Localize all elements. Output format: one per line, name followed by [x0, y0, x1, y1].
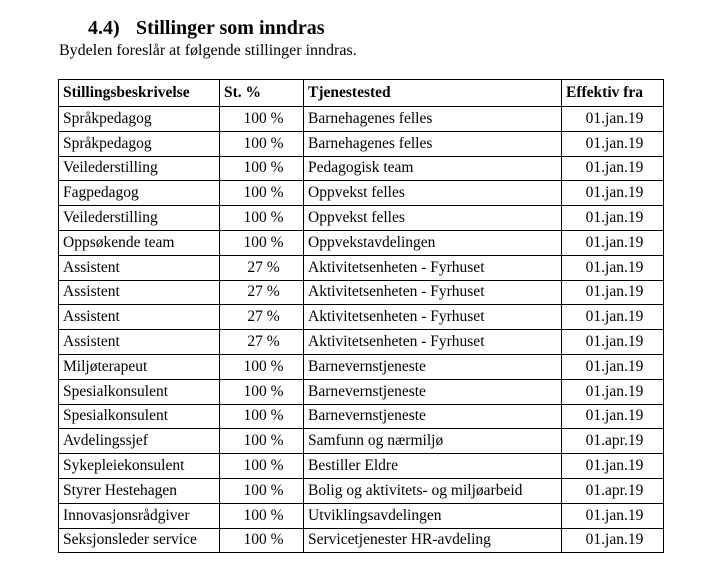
header-percent: St. %: [220, 80, 304, 107]
cell-description: Veilederstilling: [59, 156, 220, 181]
cell-percent: 100 %: [220, 230, 304, 255]
cell-percent: 100 %: [220, 429, 304, 454]
cell-effective: 01.jan.19: [562, 454, 664, 479]
cell-description: Assistent: [59, 305, 220, 330]
cell-description: Assistent: [59, 255, 220, 280]
cell-service: Barnevernstjeneste: [304, 379, 562, 404]
cell-percent: 100 %: [220, 478, 304, 503]
table-row: [59, 255, 664, 280]
table-row: [59, 206, 664, 231]
cell-effective: 01.jan.19: [562, 354, 664, 379]
table-header-row: [59, 80, 664, 107]
cell-description: Oppsøkende team: [59, 230, 220, 255]
cell-effective: 01.jan.19: [562, 255, 664, 280]
cell-service: Aktivitetsenheten - Fyrhuset: [304, 255, 562, 280]
section-heading: [88, 16, 325, 40]
cell-effective: 01.jan.19: [562, 156, 664, 181]
cell-service: Barnevernstjeneste: [304, 354, 562, 379]
cell-effective: 01.jan.19: [562, 181, 664, 206]
cell-service: Oppvekstavdelingen: [304, 230, 562, 255]
cell-percent: 100 %: [220, 354, 304, 379]
cell-service: Utviklingsavdelingen: [304, 503, 562, 528]
cell-percent: 100 %: [220, 156, 304, 181]
cell-effective: 01.apr.19: [562, 478, 664, 503]
cell-percent: 100 %: [220, 181, 304, 206]
cell-description: Språkpedagog: [59, 131, 220, 156]
header-effective: Effektiv fra: [562, 80, 664, 107]
cell-description: Spesialkonsulent: [59, 379, 220, 404]
cell-effective: 01.jan.19: [562, 330, 664, 355]
table-row: [59, 156, 664, 181]
cell-service: Bolig og aktivitets- og miljøarbeid: [304, 478, 562, 503]
cell-description: Assistent: [59, 280, 220, 305]
cell-effective: 01.jan.19: [562, 107, 664, 132]
cell-effective: 01.jan.19: [562, 404, 664, 429]
cell-service: Samfunn og nærmiljø: [304, 429, 562, 454]
cell-service: Aktivitetsenheten - Fyrhuset: [304, 305, 562, 330]
cell-description: Avdelingssjef: [59, 429, 220, 454]
cell-effective: 01.jan.19: [562, 131, 664, 156]
cell-description: Miljøterapeut: [59, 354, 220, 379]
section-intro: Bydelen foreslår at følgende stillinger inndras.: [59, 42, 357, 59]
header-service: Tjenestested: [304, 80, 562, 107]
cell-percent: 100 %: [220, 206, 304, 231]
table-row: [59, 280, 664, 305]
table-row: [59, 131, 664, 156]
table-row: [59, 454, 664, 479]
cell-percent: 100 %: [220, 528, 304, 553]
cell-description: Språkpedagog: [59, 107, 220, 132]
section-number: 4.4): [88, 17, 120, 39]
cell-percent: 27 %: [220, 330, 304, 355]
cell-description: Spesialkonsulent: [59, 404, 220, 429]
cell-effective: 01.jan.19: [562, 280, 664, 305]
cell-percent: 100 %: [220, 379, 304, 404]
cell-service: Barnehagenes felles: [304, 131, 562, 156]
table-row: [59, 503, 664, 528]
table-row: [59, 330, 664, 355]
cell-service: Oppvekst felles: [304, 206, 562, 231]
table-row: [59, 404, 664, 429]
cell-description: Veilederstilling: [59, 206, 220, 231]
table-row: [59, 429, 664, 454]
cell-service: Aktivitetsenheten - Fyrhuset: [304, 280, 562, 305]
cell-percent: 100 %: [220, 454, 304, 479]
cell-service: Bestiller Eldre: [304, 454, 562, 479]
cell-service: Barnehagenes felles: [304, 107, 562, 132]
cell-effective: 01.apr.19: [562, 429, 664, 454]
table-row: [59, 528, 664, 553]
cell-percent: 27 %: [220, 280, 304, 305]
cell-effective: 01.jan.19: [562, 230, 664, 255]
cell-description: Seksjonsleder service: [59, 528, 220, 553]
cell-percent: 27 %: [220, 305, 304, 330]
table-row: [59, 305, 664, 330]
cell-percent: 100 %: [220, 131, 304, 156]
table-row: [59, 354, 664, 379]
cell-percent: 100 %: [220, 503, 304, 528]
cell-service: Servicetjenester HR-avdeling: [304, 528, 562, 553]
cell-effective: 01.jan.19: [562, 503, 664, 528]
cell-service: Pedagogisk team: [304, 156, 562, 181]
header-description: Stillingsbeskrivelse: [59, 80, 220, 107]
cell-percent: 100 %: [220, 404, 304, 429]
cell-effective: 01.jan.19: [562, 206, 664, 231]
section-title: Stillinger som inndras: [136, 17, 325, 39]
table-row: [59, 181, 664, 206]
table-row: [59, 107, 664, 132]
cell-service: Barnevernstjeneste: [304, 404, 562, 429]
cell-description: Styrer Hestehagen: [59, 478, 220, 503]
table-row: [59, 230, 664, 255]
cell-effective: 01.jan.19: [562, 528, 664, 553]
cell-service: Aktivitetsenheten - Fyrhuset: [304, 330, 562, 355]
cell-description: Fagpedagog: [59, 181, 220, 206]
cell-effective: 01.jan.19: [562, 305, 664, 330]
table-row: [59, 379, 664, 404]
cell-percent: 100 %: [220, 107, 304, 132]
cell-service: Oppvekst felles: [304, 181, 562, 206]
cell-description: Innovasjonsrådgiver: [59, 503, 220, 528]
cell-description: Sykepleiekonsulent: [59, 454, 220, 479]
positions-table: [58, 79, 664, 553]
table-row: [59, 478, 664, 503]
cell-percent: 27 %: [220, 255, 304, 280]
cell-effective: 01.jan.19: [562, 379, 664, 404]
cell-description: Assistent: [59, 330, 220, 355]
